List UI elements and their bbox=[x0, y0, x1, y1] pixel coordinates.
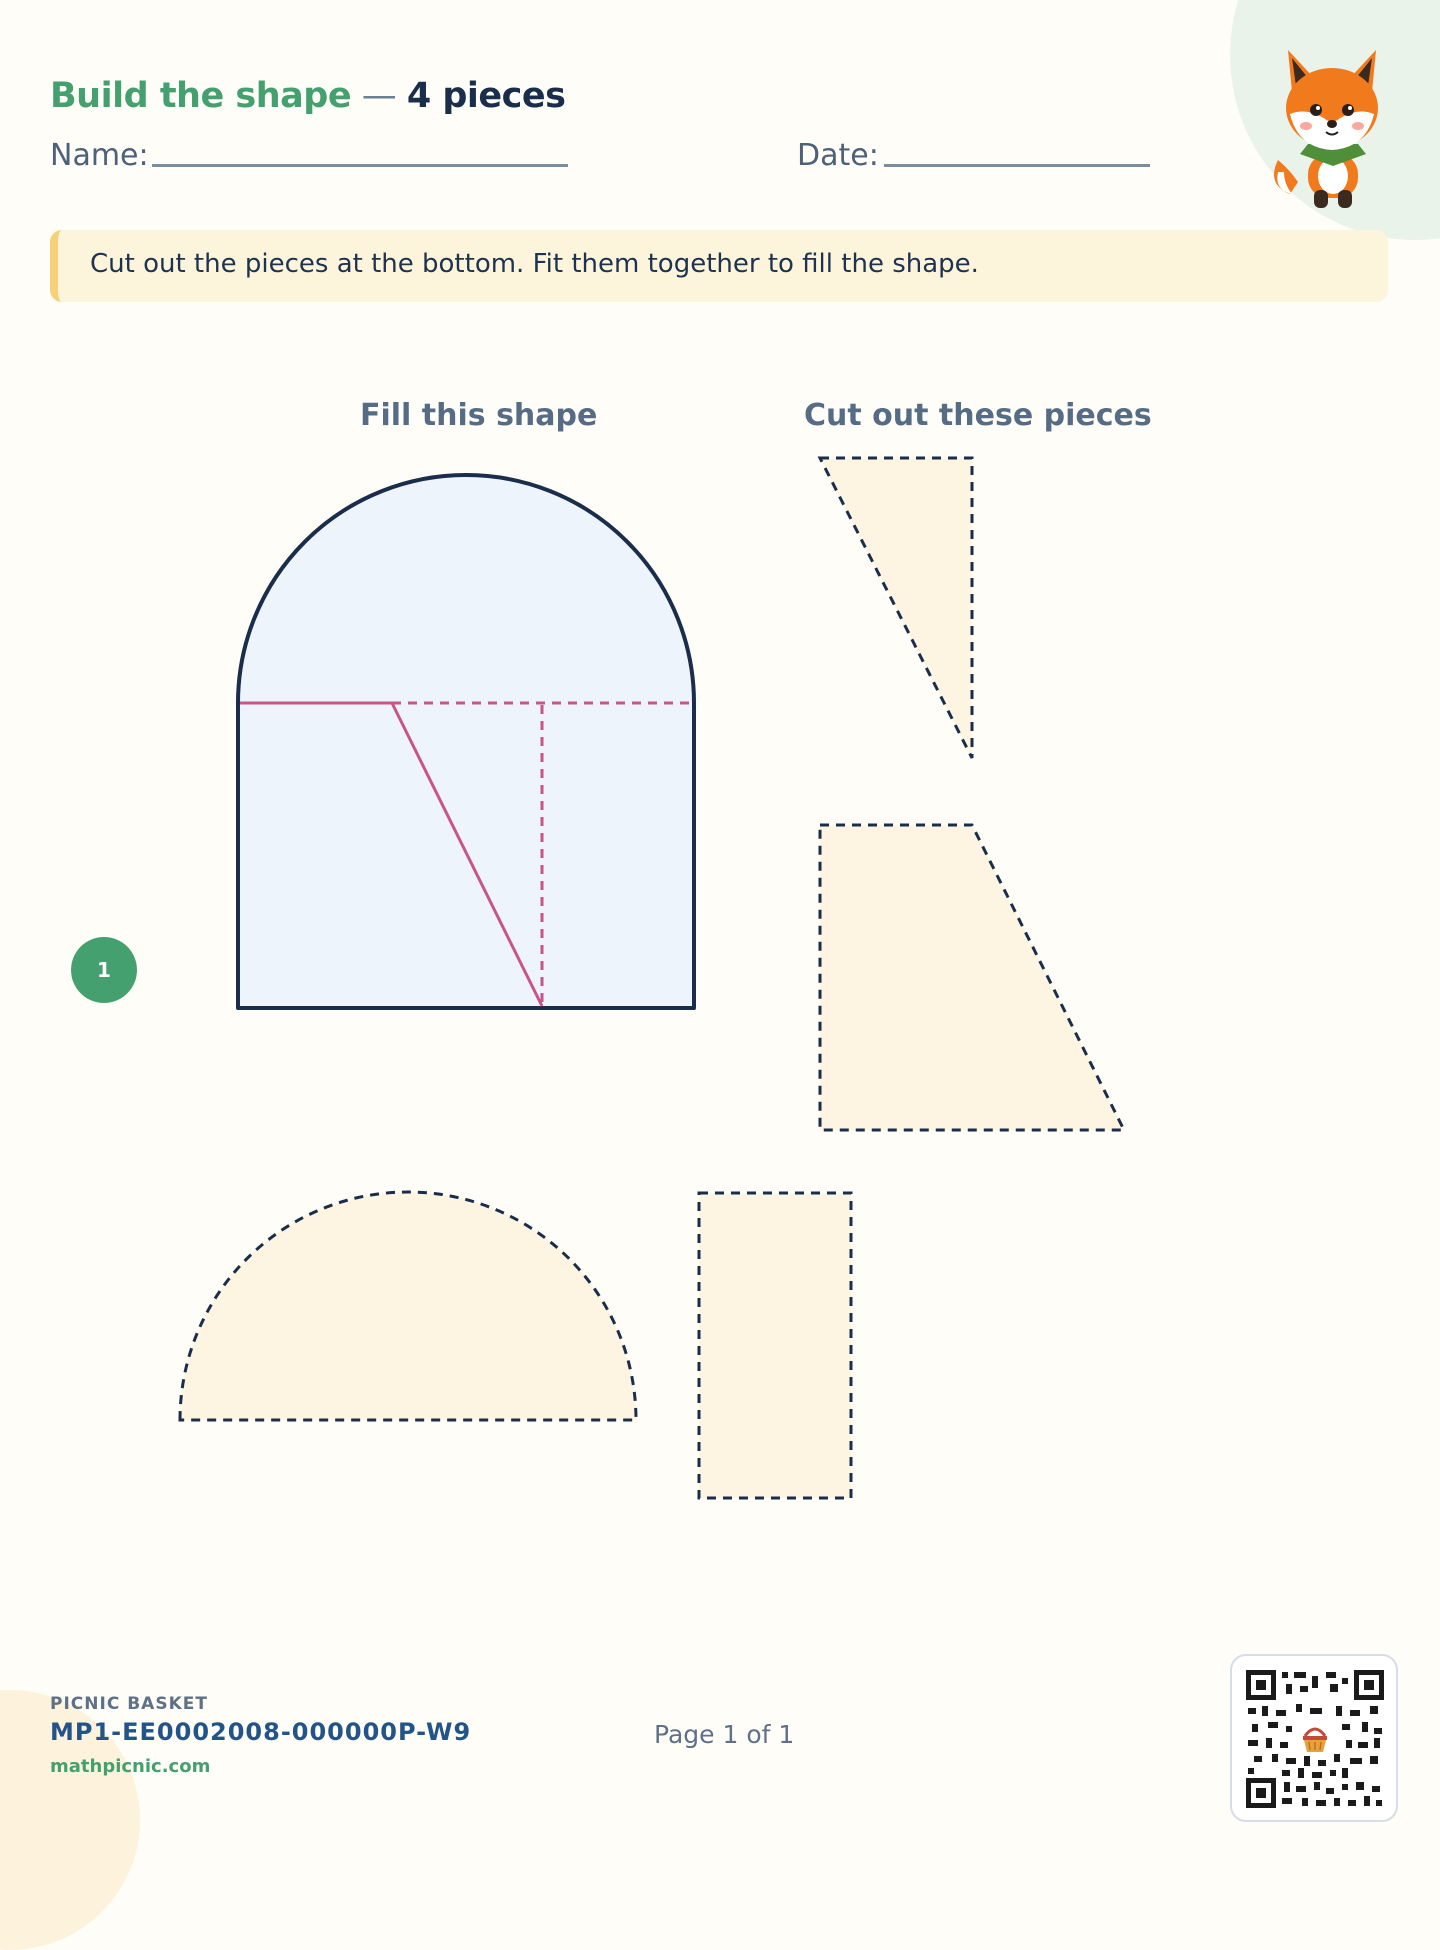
footer-brand: PICNIC BASKET bbox=[50, 1694, 208, 1714]
name-label: Name: bbox=[50, 138, 149, 173]
problem-number-badge: 1 bbox=[71, 937, 137, 1003]
piece-triangle[interactable] bbox=[820, 458, 972, 758]
target-shape bbox=[238, 475, 694, 1008]
qr-code[interactable] bbox=[1230, 1654, 1398, 1822]
qr-code-icon bbox=[1246, 1670, 1384, 1808]
target-heading: Fill this shape bbox=[360, 398, 598, 433]
date-label: Date: bbox=[797, 138, 879, 173]
piece-rectangle[interactable] bbox=[699, 1193, 851, 1498]
page-indicator: Page 1 of 1 bbox=[654, 1720, 795, 1749]
title-main: Build the shape bbox=[50, 76, 352, 116]
title-piece-count: 4 pieces bbox=[406, 76, 566, 116]
instruction-text: Cut out the pieces at the bottom. Fit them together to fill the shape. bbox=[90, 249, 979, 279]
piece-semicircle[interactable] bbox=[180, 1192, 636, 1420]
title-separator: — bbox=[351, 76, 407, 116]
worksheet-code: MP1-EE0002008-000000P-W9 bbox=[50, 1718, 472, 1746]
piece-trapezoid[interactable] bbox=[820, 825, 1124, 1130]
pieces-heading: Cut out these pieces bbox=[804, 398, 1152, 433]
footer-site-link[interactable]: mathpicnic.com bbox=[50, 1756, 211, 1777]
